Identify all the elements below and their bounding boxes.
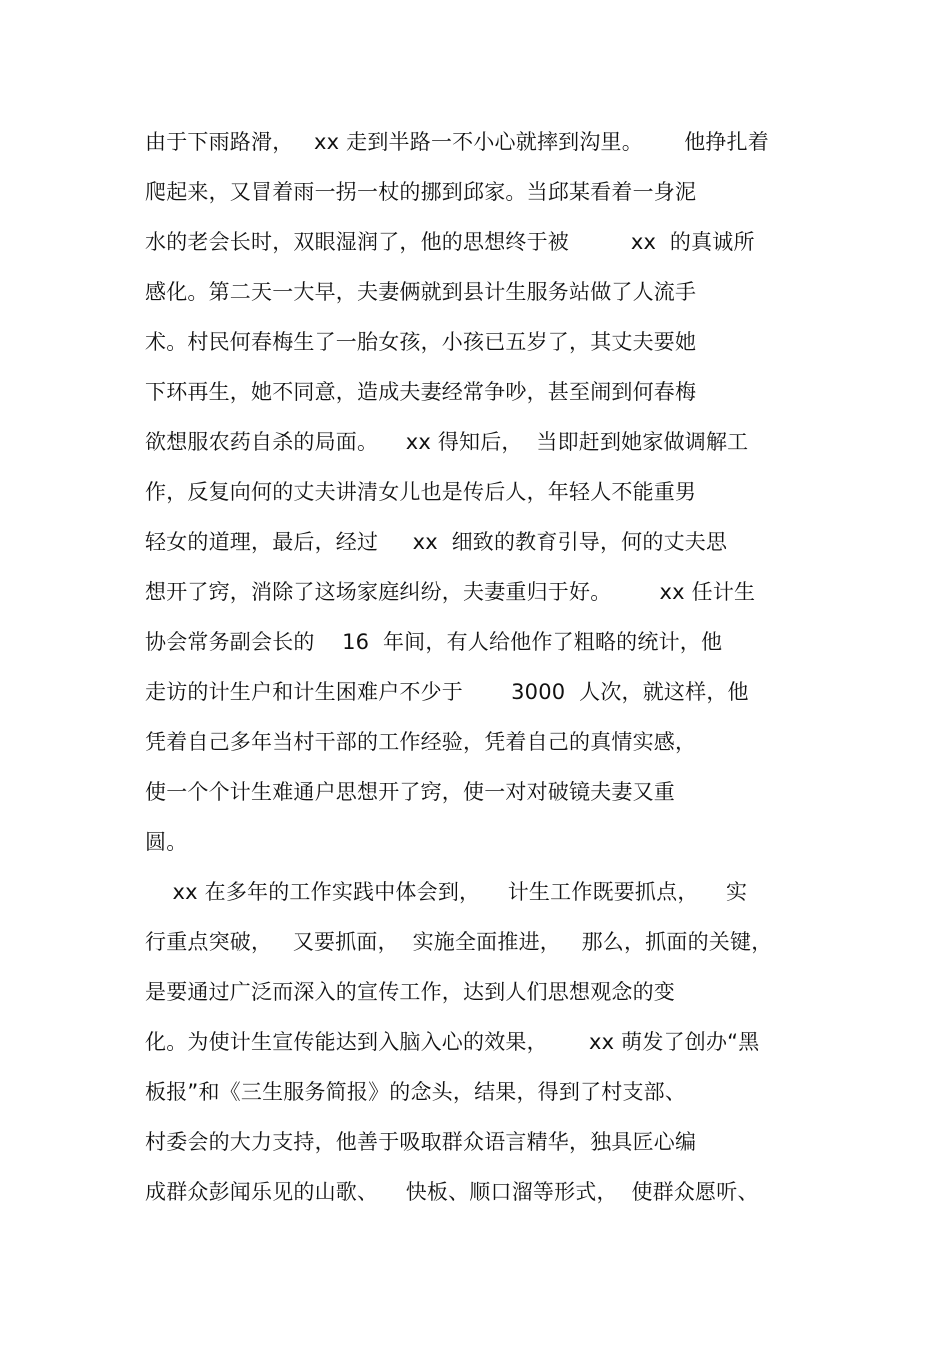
text-line-11: 协会常务副会长的 16 年间，有人给他作了粗略的统计，他 [145,630,723,654]
text-line-4: 感化。第二天一大早，夫妻俩就到县计生服务站做了人流手 [145,280,697,304]
text-line-16: xx 在多年的工作实践中体会到， 计生工作既要抓点， 实 [145,880,748,904]
text-line-13: 凭着自己多年当村干部的工作经验，凭着自己的真情实感， [145,730,697,754]
text-line-9: 轻女的道理，最后，经过 xx 细致的教育引导，何的丈夫思 [145,530,728,554]
text-line-6: 下环再生，她不同意，造成夫妻经常争吵，甚至闹到何春梅 [145,380,697,404]
text-line-5: 术。村民何春梅生了一胎女孩，小孩已五岁了，其丈夫要她 [145,330,697,354]
text-line-3: 水的老会长时，双眼湿润了，他的思想终于被 xx 的真诚所 [145,230,755,254]
text-line-17: 行重点突破， 又要抓面， 实施全面推进， 那么，抓面的关键， [145,930,773,954]
text-line-12: 走访的计生户和计生困难户不少于 3000 人次，就这样，他 [145,680,749,704]
text-line-19: 化。为使计生宣传能达到入脑入心的效果， xx 萌发了创办“黑 [145,1030,760,1054]
text-line-7: 欲想服农药自杀的局面。 xx 得知后， 当即赶到她家做调解工 [145,430,749,454]
text-line-1: 由于下雨路滑， xx 走到半路一不小心就摔到沟里。 他挣扎着 [145,130,770,154]
text-line-15: 圆。 [145,830,188,854]
text-line-21: 村委会的大力支持，他善于吸取群众语言精华，独具匠心编 [145,1130,697,1154]
text-line-22: 成群众彭闻乐见的山歌、 快板、顺口溜等形式， 使群众愿听、 [145,1180,759,1204]
text-line-18: 是要通过广泛而深入的宣传工作，达到人们思想观念的变 [145,980,675,1004]
text-line-8: 作，反复向何的丈夫讲清女儿也是传后人，年轻人不能重男 [145,480,697,504]
text-line-14: 使一个个计生难通户思想开了窍，使一对对破镜夫妻又重 [145,780,675,804]
text-line-20: 板报”和《三生服务简报》的念头，结果，得到了村支部、 [145,1080,687,1104]
text-line-2: 爬起来，又冒着雨一拐一杖的挪到邱家。当邱某看着一身泥 [145,180,697,204]
text-line-10: 想开了窍，消除了这场家庭纠纷，夫妻重归于好。 xx 任计生 [145,580,756,604]
